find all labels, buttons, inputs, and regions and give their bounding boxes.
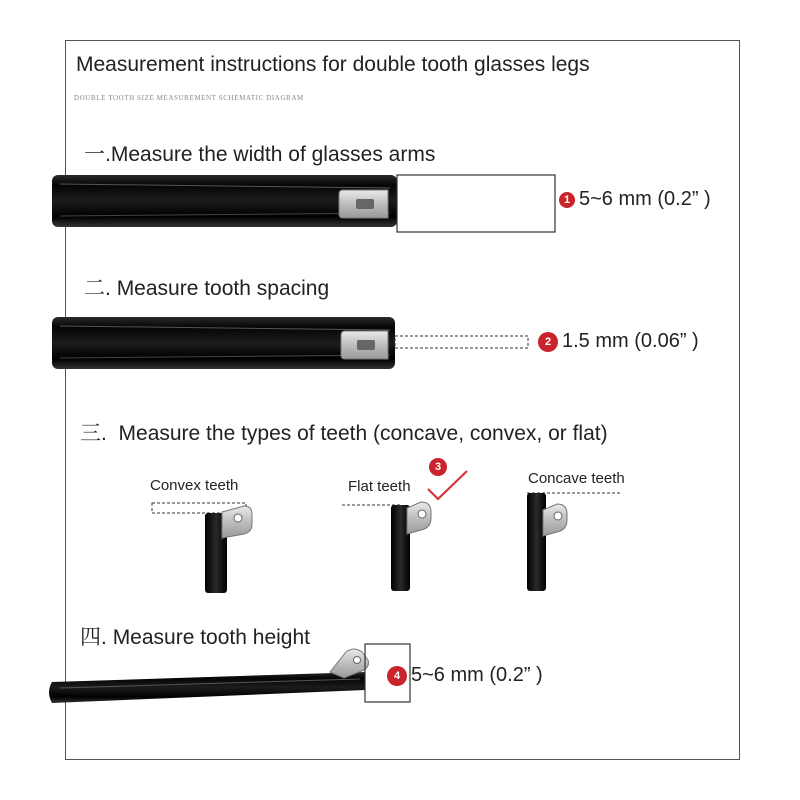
step-3-label: Measure the types of teeth (concave, convex, or flat)	[118, 422, 608, 445]
convex-teeth-illustration	[152, 503, 252, 593]
step-4-arm	[49, 672, 365, 703]
step-1-number: 一.	[84, 143, 111, 166]
concave-teeth-label: Concave teeth	[528, 470, 625, 487]
page-subtitle: DOUBLE TOOTH SIZE MEASUREMENT SCHEMATIC DIAGRAM	[74, 94, 304, 102]
step-1-measure-text: 5~6 mm (0.2” )	[579, 188, 711, 210]
step-2-badge: 2	[538, 332, 558, 352]
step-3-number: 三.	[80, 422, 107, 445]
step-1-badge: 1	[559, 192, 575, 208]
step-2-spacing-box	[395, 336, 528, 348]
convex-teeth-label: Convex teeth	[150, 477, 239, 494]
flat-teeth-label: Flat teeth	[348, 478, 411, 495]
concave-teeth-illustration	[527, 493, 620, 591]
step-2-arm-illustration	[52, 317, 528, 369]
step-3-badge: 3	[429, 458, 447, 476]
check-mark-icon	[428, 471, 467, 499]
step-1-label: Measure the width of glasses arms	[110, 143, 436, 166]
step-2-number: 二.	[84, 277, 111, 300]
step-4-number: 四.	[80, 626, 107, 649]
flat-teeth-illustration	[342, 471, 467, 591]
step-2-measure-text: 1.5 mm (0.06” )	[562, 330, 699, 352]
step-4-measure-text: 5~6 mm (0.2” )	[411, 664, 543, 686]
step-4-label: Measure tooth height	[112, 626, 310, 649]
page-title: Measurement instructions for double tooth glasses legs	[76, 53, 590, 76]
step-1-arm-illustration	[52, 175, 555, 232]
step-4-measure-box	[365, 644, 410, 702]
step-2-label: Measure tooth spacing	[116, 277, 330, 300]
step-4-badge: 4	[387, 666, 407, 686]
step-4-arm-illustration	[49, 644, 410, 703]
step-1-measure-box	[397, 175, 555, 232]
